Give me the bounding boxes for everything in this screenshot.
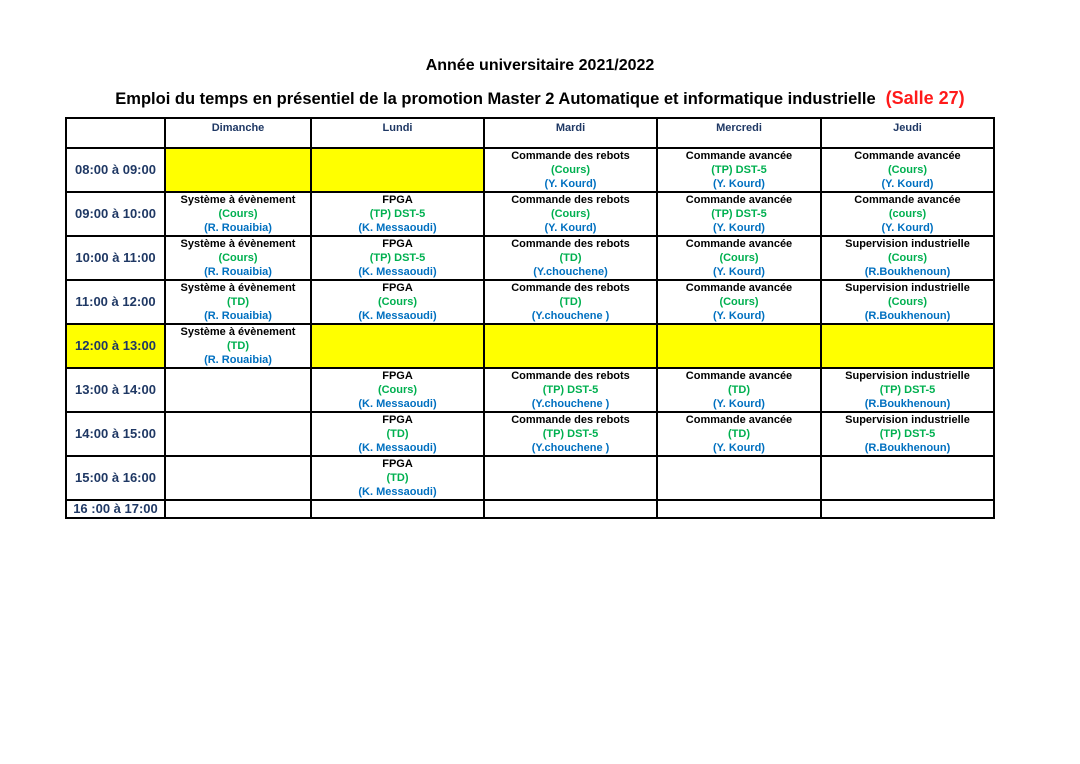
course-teacher: (K. Messaoudi) [358,442,437,454]
break-cell [484,324,657,368]
course-subject: Commande des rebots [511,414,630,426]
course-subject: Système à évènement [180,326,296,338]
course-teacher: (Y. Kourd) [713,266,765,278]
course-cell [484,280,657,324]
course-cell [165,192,311,236]
time-slot-label: 15:00 à 16:00 [66,456,165,500]
course-cell [311,280,484,324]
course-subject: Commande avancée [685,414,793,426]
course-type: (Cours) [218,252,258,264]
course-cell [821,280,994,324]
break-cell [657,324,821,368]
course-cell [821,368,994,412]
course-teacher: (Y. Kourd) [713,178,765,190]
course-subject: Commande avancée [685,370,793,382]
course-type: (TD) [227,296,249,308]
course-teacher: (K. Messaoudi) [358,266,437,278]
course-cell [165,280,311,324]
time-row [66,500,994,518]
course-teacher: (K. Messaoudi) [358,398,437,410]
course-subject: Commande des rebots [511,370,630,382]
course-subject: Commande avancée [685,194,793,206]
time-row [66,236,994,280]
course-type: (TD) [559,252,582,264]
course-type: (TP) DST-5 [879,384,936,396]
empty-cell [657,456,821,500]
time-row [66,324,994,368]
break-cell [311,148,484,192]
course-cell [821,148,994,192]
course-teacher: (R. Rouaibia) [204,310,272,322]
course-type: (Cours) [887,296,928,308]
course-subject: Commande avancée [685,282,793,294]
course-subject: Supervision industrielle [845,238,970,250]
course-subject: Système à évènement [180,194,296,206]
course-teacher: (Y. Kourd) [544,222,597,234]
course-type: (TP) DST-5 [711,164,767,176]
header-row [66,118,994,148]
empty-cell [821,456,994,500]
course-teacher: (Y. Kourd) [881,178,934,190]
course-subject: FPGA [382,194,413,206]
course-type: (Cours) [887,252,928,264]
course-teacher: (Y. Kourd) [713,310,765,322]
empty-cell [484,456,657,500]
time-row [66,192,994,236]
course-type: (TD) [386,472,409,484]
time-slot-label: 08:00 à 09:00 [66,148,165,192]
course-type: (TP) DST-5 [369,252,426,264]
break-cell [165,148,311,192]
course-type: (TD) [728,384,750,396]
course-subject: Commande des rebots [511,238,630,250]
course-cell [657,236,821,280]
course-teacher: (K. Messaoudi) [358,222,437,234]
course-teacher: (Y. Kourd) [713,398,765,410]
course-subject: Commande avancée [685,150,793,162]
time-row [66,368,994,412]
course-teacher: (Y. Kourd) [881,222,934,234]
schedule-title-text: Emploi du temps en présentiel de la promotion Master 2 Automatique et informatique industrielle [115,90,876,108]
course-type: (TD) [728,428,750,440]
course-subject: Supervision industrielle [845,370,970,382]
empty-cell [165,456,311,500]
time-slot-label: 13:00 à 14:00 [66,368,165,412]
empty-cell [165,368,311,412]
course-cell [657,192,821,236]
timetable [65,117,995,519]
course-type: (Cours) [550,208,591,220]
course-cell [821,192,994,236]
course-type: (TD) [386,428,409,440]
course-type: (TD) [227,340,249,352]
course-subject: FPGA [382,414,413,426]
course-cell [657,280,821,324]
course-teacher: (Y.chouchene ) [531,310,610,322]
course-type: (Cours) [719,296,759,308]
course-type: (Cours) [377,296,418,308]
time-row [66,412,994,456]
course-cell [484,192,657,236]
course-type: (TP) DST-5 [711,208,767,220]
course-cell [657,412,821,456]
course-subject: FPGA [382,282,413,294]
break-cell [821,324,994,368]
course-cell [311,456,484,500]
course-type: (TP) DST-5 [369,208,426,220]
course-teacher: (K. Messaoudi) [358,310,437,322]
course-type: (Cours) [218,208,258,220]
course-subject: Commande des rebots [511,150,630,162]
course-teacher: (K. Messaoudi) [358,486,437,498]
time-slot-label: 16 :00 à 17:00 [66,500,165,518]
course-teacher: (R.Boukhenoun) [864,398,951,410]
course-teacher: (Y.chouchene ) [531,442,610,454]
empty-cell [165,412,311,456]
course-cell [165,236,311,280]
empty-cell [165,500,311,518]
course-subject: Supervision industrielle [845,414,970,426]
course-subject: Commande des rebots [511,282,630,294]
course-cell [657,368,821,412]
course-cell [657,148,821,192]
course-cell [311,368,484,412]
course-subject: Commande avancée [685,238,793,250]
schedule-title [0,88,1080,109]
day-header: Jeudi [821,118,994,148]
course-teacher: (Y.chouchene) [533,266,608,278]
time-row [66,456,994,500]
course-type: (Cours) [887,164,928,176]
course-teacher: (Y.chouchene ) [531,398,610,410]
empty-cell [821,500,994,518]
time-slot-label: 09:00 à 10:00 [66,192,165,236]
course-teacher: (R. Rouaibia) [204,222,272,234]
room-label: (Salle 27) [885,88,965,108]
course-type: (Cours) [719,252,759,264]
course-cell [165,324,311,368]
time-row [66,280,994,324]
course-cell [821,236,994,280]
course-cell [484,236,657,280]
course-type: (TP) DST-5 [879,428,936,440]
time-slot-label: 14:00 à 15:00 [66,412,165,456]
course-cell [311,192,484,236]
corner-cell [66,118,165,148]
course-teacher: (Y. Kourd) [713,222,765,234]
course-teacher: (R.Boukhenoun) [864,266,951,278]
course-teacher: (R.Boukhenoun) [864,310,951,322]
timetable-body [66,148,994,518]
course-type: (cours) [888,208,927,220]
course-subject: FPGA [382,370,413,382]
course-subject: Commande avancée [854,150,961,162]
course-teacher: (R. Rouaibia) [204,266,272,278]
course-type: (TD) [559,296,582,308]
course-teacher: (R. Rouaibia) [204,354,272,366]
course-type: (TP) DST-5 [542,384,599,396]
empty-cell [657,500,821,518]
day-header: Mardi [484,118,657,148]
course-cell [311,236,484,280]
course-teacher: (Y. Kourd) [544,178,597,190]
course-teacher: (R.Boukhenoun) [864,442,951,454]
course-cell [311,412,484,456]
course-subject: Supervision industrielle [845,282,970,294]
course-cell [484,368,657,412]
course-cell [484,412,657,456]
course-subject: Commande des rebots [511,194,630,206]
day-header: Lundi [311,118,484,148]
empty-cell [311,500,484,518]
empty-cell [484,500,657,518]
day-header: Mercredi [657,118,821,148]
course-cell [821,412,994,456]
time-slot-label: 11:00 à 12:00 [66,280,165,324]
course-subject: FPGA [382,238,413,250]
time-slot-label: 12:00 à 13:00 [66,324,165,368]
break-cell [311,324,484,368]
academic-year-title: Année universitaire 2021/2022 [425,57,655,74]
course-teacher: (Y. Kourd) [713,442,765,454]
course-type: (Cours) [377,384,418,396]
course-subject: Système à évènement [180,238,296,250]
course-type: (Cours) [550,164,591,176]
course-subject: FPGA [382,458,413,470]
day-header: Dimanche [165,118,311,148]
time-row [66,148,994,192]
course-cell [484,148,657,192]
time-slot-label: 10:00 à 11:00 [66,236,165,280]
course-subject: Système à évènement [180,282,296,294]
course-subject: Commande avancée [854,194,961,206]
course-type: (TP) DST-5 [542,428,599,440]
